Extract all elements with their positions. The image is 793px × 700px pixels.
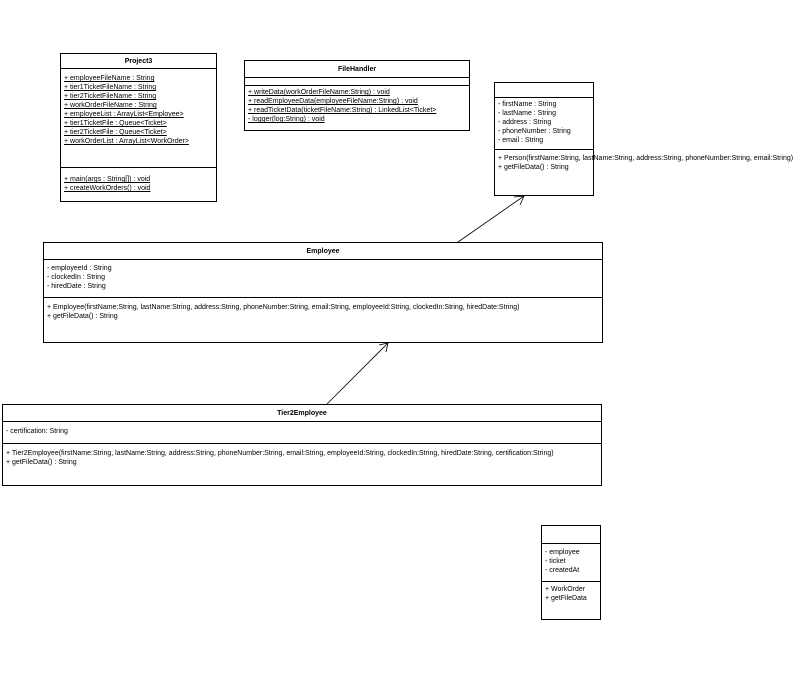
class-tier2employee-methods xyxy=(3,444,601,469)
class-attribute: - lastName : String xyxy=(498,110,556,117)
class-attribute: - email : String xyxy=(498,137,544,144)
class-attribute: + tier2TicketFile : Queue<Ticket> xyxy=(64,129,167,136)
class-filehandler-methods xyxy=(245,86,469,126)
employee-to-person-arrow xyxy=(458,196,524,242)
class-person-methods xyxy=(495,150,793,174)
class-attribute: - hiredDate : String xyxy=(47,283,106,290)
class-method: + getFileData xyxy=(545,595,587,602)
class-project3-title: Project3 xyxy=(61,54,216,69)
class-method: + getFileData() : String xyxy=(498,164,569,171)
class-filehandler-title: FileHandler xyxy=(245,61,469,78)
class-method: + createWorkOrders() : void xyxy=(64,185,151,192)
class-attribute: + employeeList : ArrayList<Employee> xyxy=(64,111,184,118)
class-partial-title xyxy=(542,526,600,544)
class-method: + writeData(workOrderFileName:String) : void xyxy=(248,89,390,96)
class-attribute: - certification: String xyxy=(6,428,68,435)
class-attribute: - employee xyxy=(545,549,580,556)
tier2employee-to-employee-arrow xyxy=(327,343,388,404)
class-attribute: + workOrderFileName : String xyxy=(64,102,157,109)
class-employee-attributes xyxy=(44,260,602,298)
class-method: + main(args : String[]) : void xyxy=(64,176,151,183)
class-attribute: - createdAt xyxy=(545,567,580,574)
class-tier2employee-attributes xyxy=(3,422,601,444)
class-employee[interactable] xyxy=(43,242,603,343)
class-attribute: - employeeId : String xyxy=(47,265,112,272)
class-person-title xyxy=(495,83,593,98)
class-project3-methods xyxy=(61,168,216,195)
class-attribute: - phoneNumber : String xyxy=(498,128,571,135)
class-partial-workorder[interactable] xyxy=(541,525,601,620)
class-attribute: + tier2TicketFileName : String xyxy=(64,93,157,100)
class-attribute: - ticket xyxy=(545,558,566,565)
class-partial-methods xyxy=(542,582,600,605)
class-project3[interactable] xyxy=(60,53,217,202)
class-person-attributes xyxy=(495,98,593,150)
class-attribute: - firstName : String xyxy=(498,101,557,108)
class-attribute: + tier1TicketFileName : String xyxy=(64,84,157,91)
class-method: - logger(log:String) : void xyxy=(248,116,325,123)
class-partial-attributes xyxy=(542,544,600,582)
class-employee-title: Employee xyxy=(44,243,602,260)
class-attribute: - address : String xyxy=(498,119,552,126)
class-method: + getFileData() : String xyxy=(6,459,77,466)
class-method: + WorkOrder xyxy=(545,586,586,593)
class-person[interactable] xyxy=(494,82,793,196)
class-method: + Person(firstName:String, lastName:String, address:String, phoneNumber:String, email:String) xyxy=(498,155,793,162)
class-attribute: + tier1TicketFile : Queue<Ticket> xyxy=(64,120,167,127)
class-method: + readTicketData(ticketFileName:String) : LinkedList<Ticket> xyxy=(248,107,437,114)
class-employee-methods xyxy=(44,298,602,323)
class-tier2employee-title: Tier2Employee xyxy=(3,405,601,422)
class-attribute: - clockedIn : String xyxy=(47,274,105,281)
class-method: + readEmployeeData(employeeFileName:String) : void xyxy=(248,98,418,105)
class-attribute: + employeeFileName : String xyxy=(64,75,155,82)
class-method: + Employee(firstName:String, lastName:String, address:String, phoneNumber:String, email:String, employeeId:String, clockedIn:String, hiredDate:String) xyxy=(47,304,520,311)
class-method: + getFileData() : String xyxy=(47,313,118,320)
class-filehandler-attributes xyxy=(245,78,469,86)
class-method: + Tier2Employee(firstName:String, lastName:String, address:String, phoneNumber:String, email:String, employeeId:String, clockedIn:String, hiredDate:String, certification:String) xyxy=(6,450,554,457)
class-project3-attributes xyxy=(61,69,216,168)
class-filehandler[interactable] xyxy=(244,60,470,131)
class-tier2employee[interactable] xyxy=(2,404,602,486)
class-attribute: + workOrderList : ArrayList<WorkOrder> xyxy=(64,138,189,145)
